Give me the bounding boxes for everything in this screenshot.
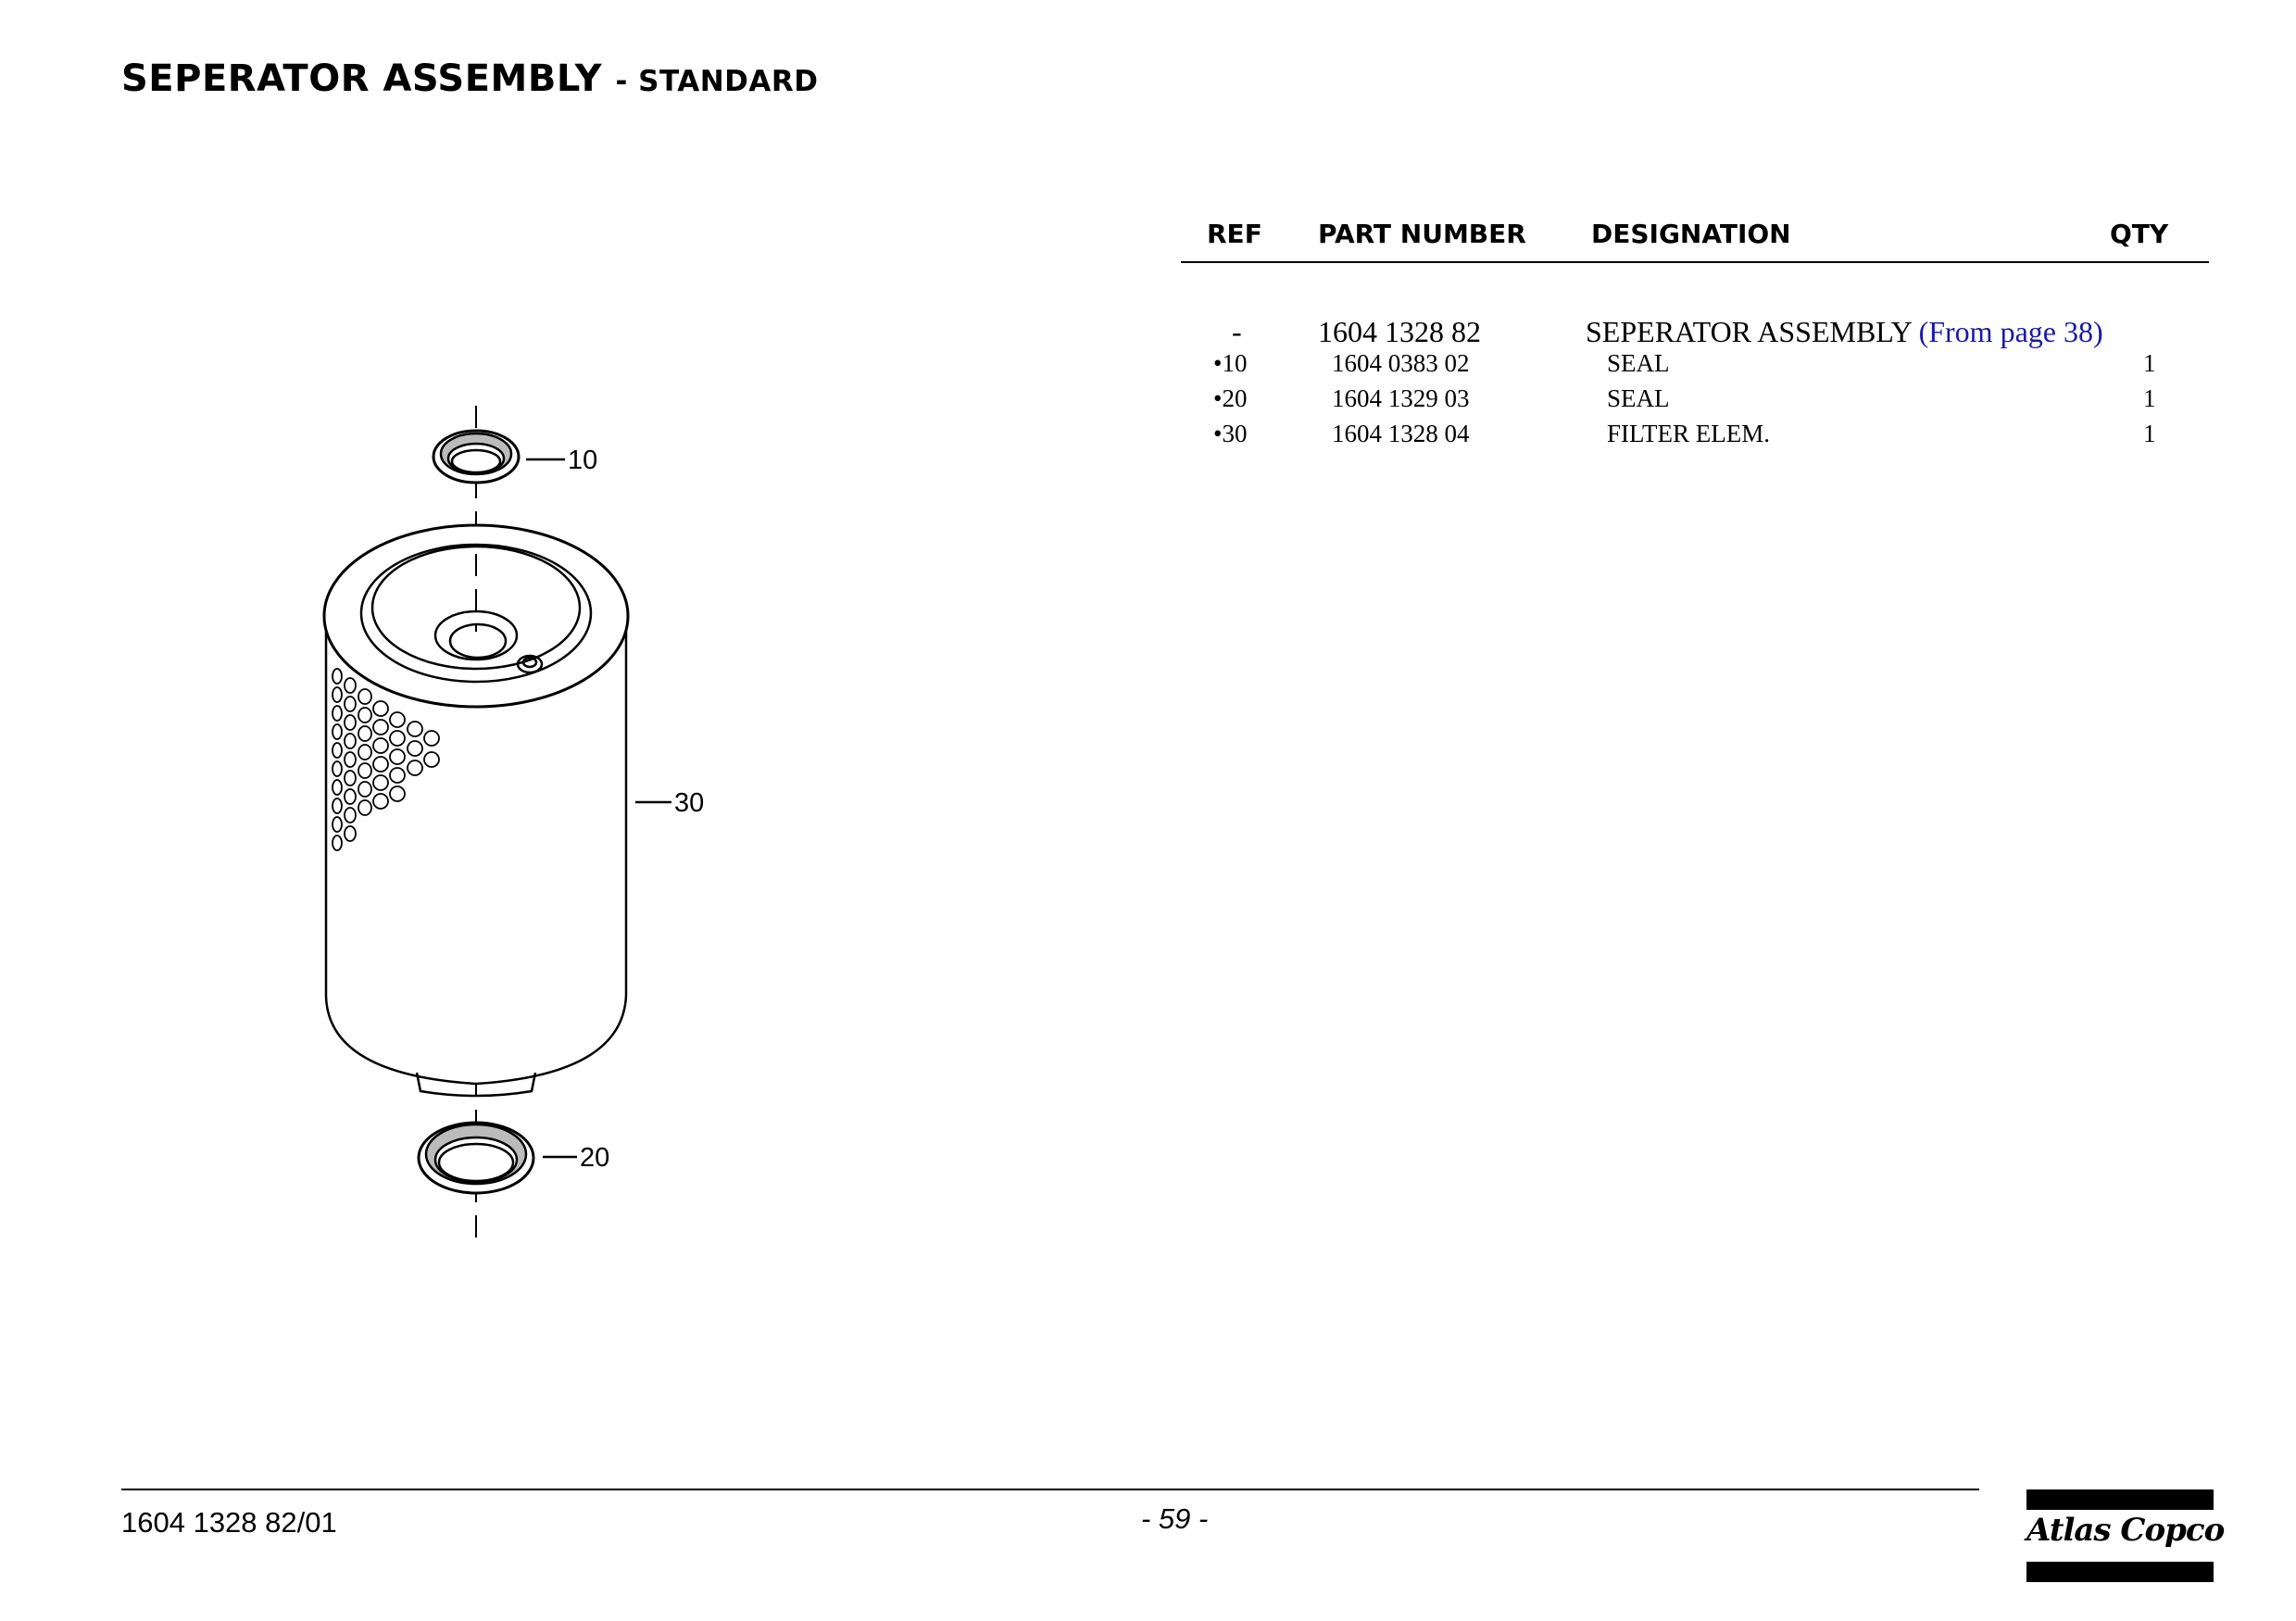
logo-wordmark: Atlas Copco bbox=[2026, 1512, 2225, 1549]
row-qty: 1 bbox=[2143, 384, 2156, 412]
callout-10: 10 bbox=[568, 446, 598, 475]
row-designation: SEAL bbox=[1607, 384, 1670, 412]
callout-30: 30 bbox=[674, 788, 705, 818]
header-rule bbox=[1181, 261, 2209, 263]
row-qty: 1 bbox=[2143, 349, 2156, 377]
row-qty: 1 bbox=[2143, 420, 2156, 447]
page-title bbox=[121, 57, 819, 100]
callout-20: 20 bbox=[580, 1143, 610, 1173]
row-designation: FILTER ELEM. bbox=[1607, 420, 1771, 447]
logo-bar-top bbox=[2026, 1489, 2214, 1510]
header-designation: DESIGNATION bbox=[1591, 219, 1791, 249]
header-part-number: PART NUMBER bbox=[1318, 219, 1526, 249]
logo-bar-bottom bbox=[2026, 1562, 2214, 1582]
row-ref: - bbox=[1232, 315, 1242, 348]
row-ref: •10 bbox=[1213, 349, 1248, 377]
header-qty: QTY bbox=[2110, 219, 2169, 249]
page-number: - 59 - bbox=[1141, 1502, 1209, 1535]
row-ref: •20 bbox=[1213, 384, 1248, 412]
row-part-number: 1604 1329 03 bbox=[1332, 384, 1470, 412]
row-ref: •30 bbox=[1213, 420, 1248, 447]
exploded-view-drawing bbox=[278, 389, 759, 1260]
header-ref: REF bbox=[1207, 219, 1262, 249]
row-part-number: 1604 1328 04 bbox=[1332, 420, 1470, 447]
title-sub: - STANDARD bbox=[615, 65, 819, 98]
atlas-copco-logo bbox=[2026, 1489, 2225, 1582]
footer-rule bbox=[121, 1489, 1979, 1490]
seal-bottom-drawing bbox=[419, 1123, 533, 1193]
row-part-number: 1604 0383 02 bbox=[1332, 349, 1470, 377]
row-designation: SEAL bbox=[1607, 349, 1670, 377]
row-part-number: 1604 1328 82 bbox=[1318, 315, 1481, 348]
seal-top-drawing bbox=[433, 431, 519, 483]
assembly-designation: SEPERATOR ASSEMBLY bbox=[1586, 315, 1912, 348]
title-main: SEPERATOR ASSEMBLY bbox=[121, 57, 603, 100]
document-number: 1604 1328 82/01 bbox=[121, 1506, 337, 1539]
from-page-link[interactable]: (From page 38) bbox=[1918, 315, 2103, 348]
row-designation bbox=[1586, 315, 2103, 349]
filter-element-drawing bbox=[324, 525, 628, 1096]
